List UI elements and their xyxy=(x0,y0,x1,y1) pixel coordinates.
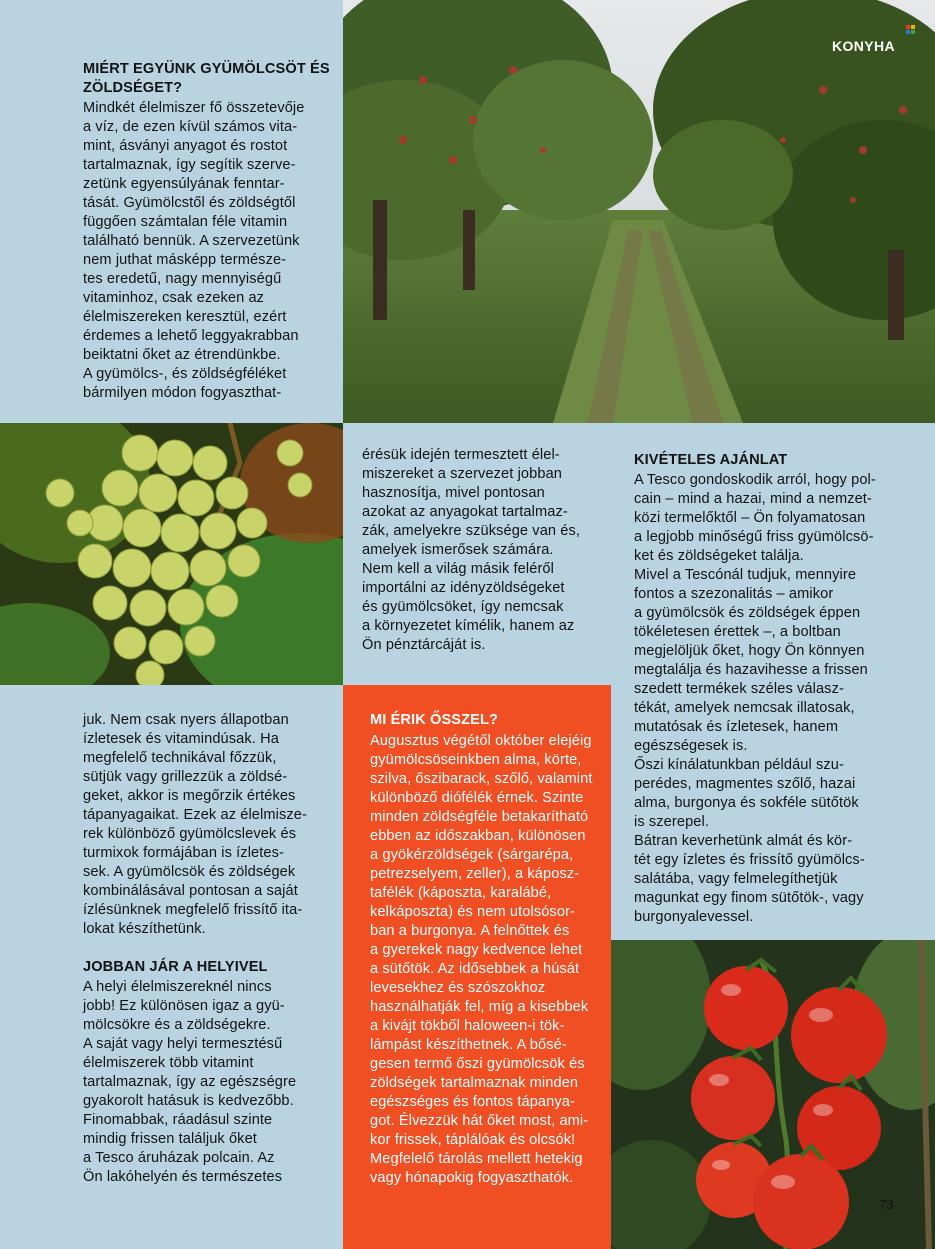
brand-mark-icon xyxy=(906,25,916,35)
section-label: KONYHA xyxy=(832,38,896,54)
autumn-body: Augusztus végétől október elejéig gyümölcsöseinkben alma, körte, szilva, őszibarack, szőlő, valamint különböző diófélék érnek. Szinte minden zöldségféle betakarítható ebben az időszakban, különösen a gyökérzöldségek (sárgarépa, petrezselyem, zeller), a káposz- tafélék (káposzta, karalábé, kelkáposzta) és nem utolsósor- ban a burgonya. A felnőttek és a gyerekek nagy kedvence lehet a sütőtök. Az idősebbek a húsát levesekhez és szószokhoz használhatják fel, míg a kisebbek a kivájt tökből haloween-i tök- lámpást készíthetnek. A bősé- gesen termő őszi gyümölcsök és zöldségek tartalmaznak minden egészséges és fontos tápanya- got. Élvezzük hát őket most, ami- kor frissek, táplálóak és olcsók! Megfelelő tárolás mellett hetekig vagy hónapokig fogyaszthatók. xyxy=(370,733,593,1186)
intro-body: Mindkét élelmiszer fő összetevője a víz, de ezen kívül számos vita- mint, ásványi anyagot és rostot tartalmaznak, így segítik szerve- zetünk egyensúlyának fenntar- tását. Gyümölcstől és zöldségtől függően számtalan féle vitamin található bennük. A szervezetünk nem juthat másképp természe- tes eredetű, nagy mennyiségű vitaminhoz, csak ezeken az élelmiszereken keresztül, ezért érdemes a lehető leggyakrabban beiktatni őket az étrendünkbe. A gyümölcs-, és zöldségféléket bármilyen módon fogyaszthat- xyxy=(83,100,305,401)
left-bottom-text-block xyxy=(83,711,338,1187)
grapes-image xyxy=(0,423,343,685)
orchard-image xyxy=(343,0,935,423)
autumn-text-block xyxy=(370,711,608,1188)
orchard-photo xyxy=(343,0,935,423)
heading-autumn: MI ÉRIK ŐSSZEL? xyxy=(370,712,498,728)
heading-offer: KIVÉTELES AJÁNLAT xyxy=(634,452,788,468)
page-number: 73 xyxy=(879,1197,894,1212)
middle-body: érésük idején termesztett élel- miszereket a szervezet jobban hasznosítja, mivel pontosan azokat az anyagokat tartalmaz- zák, amelyekre szüksége van és, amelyek ismerősek számára. Nem kell a világ másik feléről importálni az idényzöldségeket és gyümölcsöket, így nemcsak a környezetet kímélik, hanem az Ön pénztárcáját is. xyxy=(362,447,581,653)
heading-why-eat: MIÉRT EGYÜNK GYÜMÖLCSÖT ÉS ZÖLDSÉGET? xyxy=(83,61,330,96)
intro-text-block xyxy=(83,60,338,403)
offer-text-block xyxy=(634,451,932,927)
left-bottom-body: juk. Nem csak nyers állapotban ízletesek és vitamindúsak. Ha megfelelő technikával főzzük, sütjük vagy grillezzük a zöldsé- geket, akkor is megőrzik értékes tápanyagaikat. Ezek az élelmisze- rek különböző gyümölcslevek és turmixok formájában is ízletes- sek. A gyümölcsök és zöldségek kombinálásával pontosan a saját ízlésünknek megfelelő frissítő ita- lokat készíthetünk. xyxy=(83,712,307,937)
local-body: A helyi élelmiszereknél nincs jobb! Ez különösen igaz a gyü- mölcsökre és a zöldségekre. A saját vagy helyi termesztésű élelmiszerek több vitamint tartalmaznak, így az egészségre gyakorolt hatásuk is kedvezőbb. Finomabbak, ráadásul szinte mindig frissen találjuk őket a Tesco áruházak polcain. Az Ön lakóhelyén és természetes xyxy=(83,979,297,1185)
offer-body: A Tesco gondoskodik arról, hogy pol- cain – mind a hazai, mind a nemzet- közi termelőktől – Ön folyamatosan a legjobb minőségű friss gyümölcsö- ket és zöldségeket találja. Mivel a Tescónál tudjuk, mennyire fontos a szezonalitás – amikor a gyümölcsök és zöldségek éppen tökéletesen érettek –, a boltban megjelöljük őket, hogy Ön könnyen megtalálja és hazavihesse a frissen szedett termékek széles válasz- tékát, amelyek nemcsak illatosak, mutatósak és ízletesek, hanem egészségesek is. Őszi kínálatunkban például szu- perédes, magmentes szőlő, hazai alma, burgonya és sokféle sütőtök is szerepel. Bátran keverhetünk almát és kör- tét egy ízletes és frissítő gyümölcs- salátába, vagy felmelegíthetjük magunkat egy finom sütőtök-, vagy burgonyalevessel. xyxy=(634,472,876,925)
heading-local: JOBBAN JÁR A HELYIVEL xyxy=(83,959,268,975)
middle-text-block xyxy=(362,446,608,655)
grapes-photo xyxy=(0,423,343,685)
